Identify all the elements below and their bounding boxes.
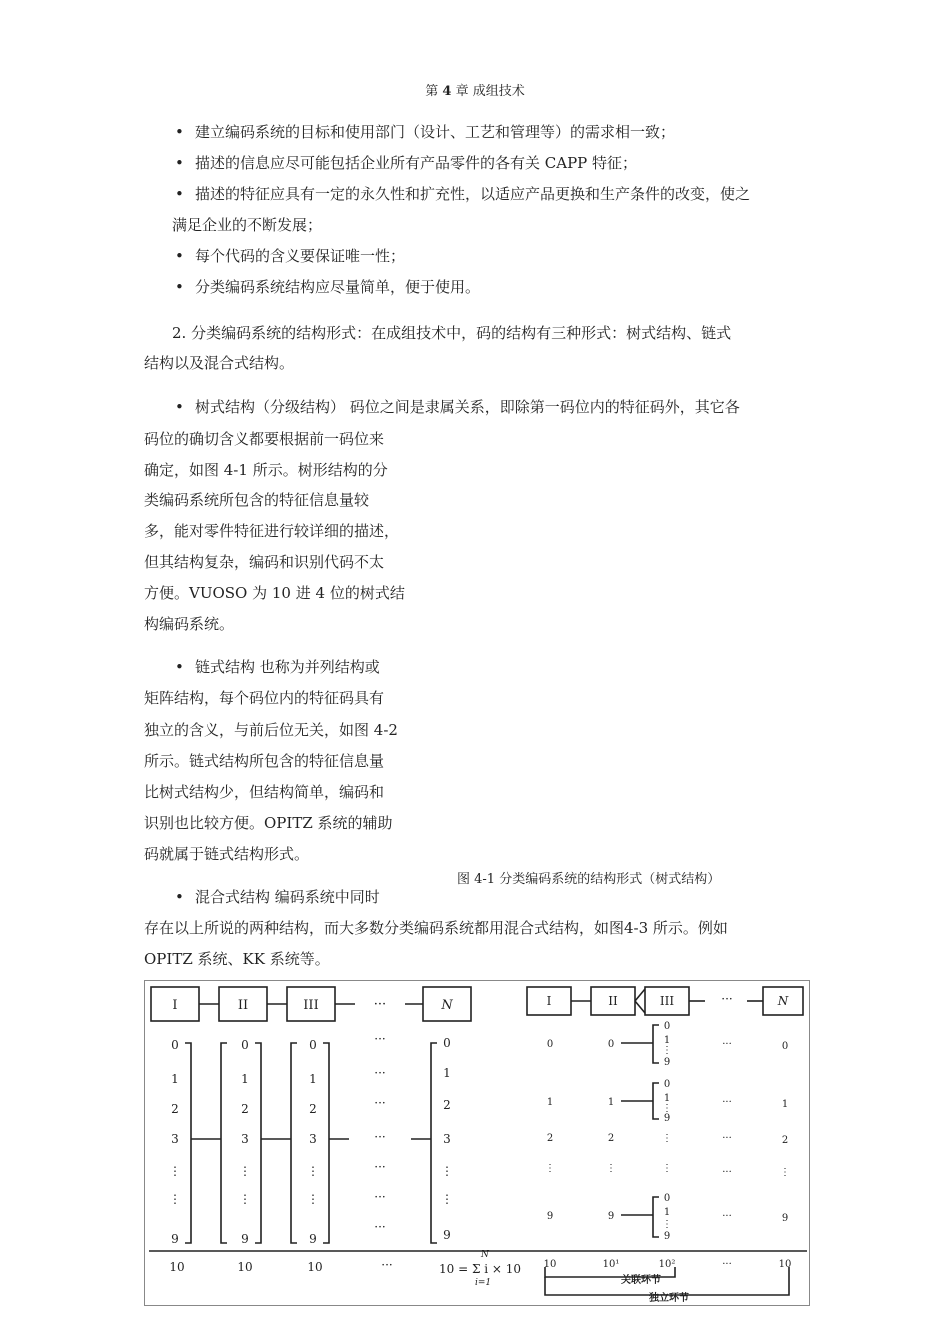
sub-digit: ⋮ (662, 1045, 672, 1056)
ellipsis: ··· (381, 1258, 393, 1272)
paragraph-line: 构编码系统。 (144, 615, 235, 633)
ellipsis: ··· (374, 1130, 386, 1144)
formula-sup: N (481, 1250, 489, 1260)
sub-digit: 1 (663, 1035, 671, 1046)
linked-link-label: 关联环节 (621, 1275, 661, 1286)
chapter-title: 章 成组技术 (455, 84, 525, 99)
sub-digit: 9 (663, 1113, 671, 1124)
digit: 2 (781, 1135, 789, 1146)
digit: ⋮ (169, 1192, 181, 1206)
formula: 10 = Σ i × 10 (439, 1262, 522, 1276)
sub-digit: ⋮ (662, 1163, 672, 1174)
sub-digit: 0 (663, 1193, 671, 1204)
digit: ⋮ (169, 1164, 181, 1178)
figure-4-1-caption: 图 4-1 分类编码系统的结构形式（树式结构） (457, 872, 721, 887)
ellipsis: ··· (374, 1032, 386, 1046)
digit: 9 (171, 1232, 179, 1246)
bullet-item: • 描述的信息应尽可能包括企业所有产品零件的各有关 CAPP 特征； (195, 153, 637, 173)
digit: 9 (309, 1232, 317, 1246)
digit: 1 (607, 1097, 615, 1108)
sub-digit: ⋮ (662, 1219, 672, 1230)
paragraph-line: 比树式结构少，但结构简单，编码和 (144, 783, 385, 801)
digit: 1 (309, 1072, 317, 1086)
digit: 3 (309, 1132, 317, 1146)
formula-sub: i=1 (475, 1278, 492, 1288)
digit: ⋮ (307, 1164, 319, 1178)
bullet-item: • 分类编码系统结构应尽量简单，便于使用。 (195, 277, 480, 297)
ellipsis: ··· (373, 997, 387, 1012)
digit: 3 (443, 1132, 451, 1146)
box-label: I (172, 998, 178, 1013)
digit: 0 (241, 1038, 249, 1052)
sub-digit: 9 (663, 1057, 671, 1068)
box-label: II (237, 998, 249, 1013)
digit: ⋮ (307, 1192, 319, 1206)
box-label: III (659, 994, 675, 1008)
digit: ⋮ (545, 1163, 555, 1174)
paragraph-line: 识别也比较方便。OPITZ 系统的辅助 (144, 814, 393, 832)
ellipsis: ··· (374, 1096, 386, 1110)
digit: 2 (241, 1102, 249, 1116)
digit: 0 (309, 1038, 317, 1052)
paragraph-line: 存在以上所说的两种结构，而大多数分类编码系统都用混合式结构，如图4-3 所示。例如 (144, 919, 728, 937)
paragraph-line: 多，能对零件特征进行较详细的描述， (144, 522, 400, 540)
bottom-count: 10 (307, 1260, 323, 1274)
sub-digit: 1 (663, 1207, 671, 1218)
paragraph-line: 码就属于链式结构形式。 (144, 845, 310, 863)
digit: 9 (546, 1211, 554, 1222)
ellipsis: ··· (722, 1167, 732, 1178)
digit: 0 (781, 1041, 789, 1052)
paragraph-line: 确定，如图 4-1 所示。树形结构的分 (144, 461, 388, 479)
digit: 3 (171, 1132, 179, 1146)
paragraph-line: 独立的含义，与前后位无关，如图 4-2 (144, 721, 398, 739)
bottom-count: 10 (169, 1260, 185, 1274)
structure-figure (144, 980, 810, 1306)
sub-digit: ⋮ (662, 1133, 672, 1144)
ellipsis: ··· (721, 992, 733, 1006)
ellipsis: ··· (374, 1190, 386, 1204)
paragraph-line: 方便。VUOSO 为 10 进 4 位的树式结 (144, 584, 405, 602)
digit: 9 (781, 1213, 789, 1224)
sub-digit: 0 (663, 1021, 671, 1032)
digit: 0 (546, 1039, 554, 1050)
paragraph-line: 所示。链式结构所包含的特征信息量 (144, 752, 385, 770)
ellipsis: ··· (722, 1259, 732, 1270)
digit: ⋮ (239, 1192, 251, 1206)
paragraph-line: 但其结构复杂，编码和识别代码不太 (144, 553, 385, 571)
sub-digit: ⋮ (662, 1103, 672, 1114)
box-label: I (546, 994, 552, 1008)
digit: 1 (241, 1072, 249, 1086)
bottom-count: 10 (778, 1259, 792, 1270)
sub-digit: 9 (663, 1231, 671, 1242)
ellipsis: ··· (374, 1220, 386, 1234)
chain-structure-bullet: • 链式结构 也称为并列结构或 (195, 657, 380, 677)
bottom-count: 10² (658, 1259, 676, 1270)
sub-digit: 0 (663, 1079, 671, 1090)
bottom-count: 10¹ (602, 1259, 620, 1270)
digit: ⋮ (441, 1164, 453, 1178)
digit: 0 (171, 1038, 179, 1052)
bullet-item: • 每个代码的含义要保证唯一性； (195, 246, 405, 266)
mixed-structure-bullet: • 混合式结构 编码系统中同时 (195, 887, 380, 907)
box-label: N (777, 994, 789, 1008)
structure-diagram (145, 981, 809, 1305)
bullet-continuation: 满足企业的不断发展； (172, 216, 323, 234)
digit: ⋮ (780, 1167, 790, 1178)
bullet-item: • 建立编码系统的目标和使用部门（设计、工艺和管理等）的需求相一致； (195, 122, 675, 142)
paragraph-line: OPITZ 系统、KK 系统等。 (144, 950, 330, 968)
paragraph-line: 类编码系统所包含的特征信息量较 (144, 491, 370, 509)
bullet-item: • 描述的特征应具有一定的永久性和扩充性，以适应产品更换和生产条件的改变，使之 (195, 184, 750, 204)
digit: 2 (171, 1102, 179, 1116)
bottom-count: 10 (237, 1260, 253, 1274)
digit: 3 (241, 1132, 249, 1146)
chapter-prefix: 第 (425, 84, 439, 99)
box-label: II (608, 994, 618, 1008)
digit: 9 (443, 1228, 451, 1242)
ellipsis: ··· (722, 1097, 732, 1108)
page-header (0, 80, 950, 99)
digit: 9 (607, 1211, 615, 1222)
ellipsis: ··· (722, 1133, 732, 1144)
digit: 0 (607, 1039, 615, 1050)
digit: 1 (443, 1066, 451, 1080)
digit: 2 (607, 1133, 615, 1144)
digit: 2 (309, 1102, 317, 1116)
digit: ⋮ (441, 1192, 453, 1206)
ellipsis: ··· (374, 1066, 386, 1080)
digit: ⋮ (239, 1164, 251, 1178)
tree-structure-bullet: • 树式结构（分级结构） 码位之间是隶属关系，即除第一码位内的特征码外，其它各 (195, 397, 740, 417)
paragraph-line: 码位的确切含义都要根据前一码位来 (144, 430, 385, 448)
independent-link-label: 独立环节 (649, 1293, 689, 1304)
paragraph-line: 矩阵结构，每个码位内的特征码具有 (144, 689, 385, 707)
digit: 0 (443, 1036, 451, 1050)
box-label: III (303, 998, 319, 1013)
digit: 1 (171, 1072, 179, 1086)
ellipsis: ··· (374, 1160, 386, 1174)
digit: 9 (241, 1232, 249, 1246)
box-label: N (441, 998, 453, 1013)
ellipsis: ··· (722, 1039, 732, 1050)
digit: 2 (546, 1133, 554, 1144)
paragraph-line: 2. 分类编码系统的结构形式：在成组技术中，码的结构有三种形式：树式结构、链式 (172, 324, 732, 342)
ellipsis: ··· (722, 1211, 732, 1222)
chapter-number: 4 (442, 84, 452, 99)
bottom-count: 10 (543, 1259, 557, 1270)
digit: 1 (546, 1097, 554, 1108)
digit: 2 (443, 1098, 451, 1112)
digit: ⋮ (606, 1163, 616, 1174)
digit: 1 (781, 1099, 789, 1110)
sub-digit: 1 (663, 1093, 671, 1104)
paragraph-line: 结构以及混合式结构。 (144, 354, 295, 372)
